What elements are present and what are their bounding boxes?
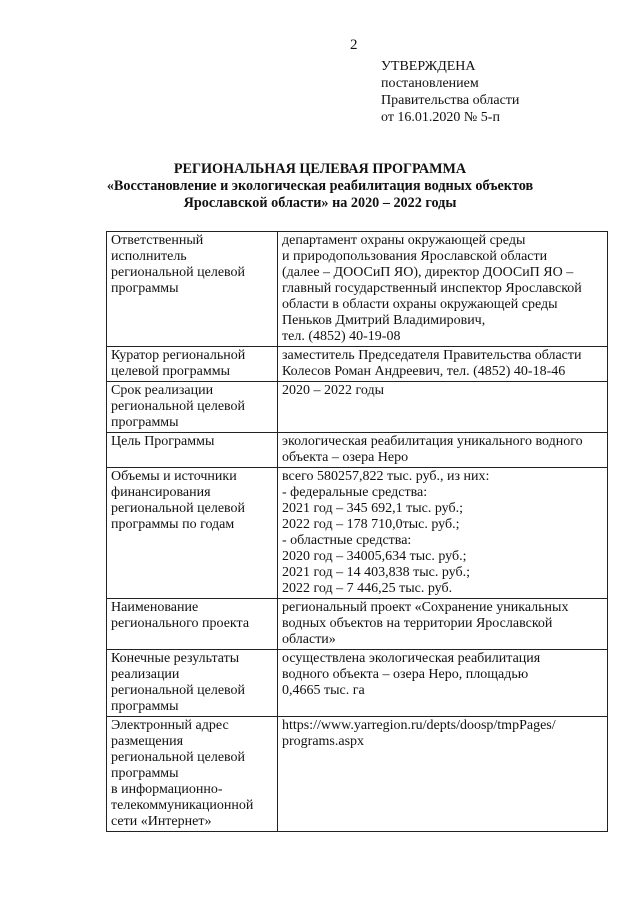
passport-row [107,650,608,717]
passport-value-line: департамент охраны окружающей среды [282,233,526,248]
passport-value-line: главный государственный инспектор Ярославской [282,281,582,296]
passport-label-cell [107,717,278,832]
approval-line: постановлением [381,76,479,91]
approval-line: Правительства области [381,93,520,108]
passport-label-cell [107,382,278,433]
passport-label-line: региональной целевой [111,501,246,516]
passport-value-line: (далее – ДООСиП ЯО), директор ДООСиП ЯО – [282,265,574,280]
program-passport-table [106,231,608,832]
passport-value-line: programs.aspx [282,734,365,749]
passport-value-line: и природопользования Ярославской области [282,249,548,264]
title-line: Ярославской области» на 2020 – 2022 годы [183,195,457,211]
passport-label-line: телекоммуникационной [111,798,254,813]
passport-value-line: экологическая реабилитация уникального водного [282,434,583,449]
passport-value-line: водного объекта – озера Неро, площадью [282,667,529,682]
passport-label-line: региональной целевой [111,683,246,698]
passport-label-line: программы [111,415,179,430]
passport-value-line: - областные средства: [282,533,412,548]
approval-line: УТВЕРЖДЕНА [381,59,476,74]
passport-value-line: 2021 год – 14 403,838 тыс. руб.; [282,565,470,580]
passport-label-line: Объемы и источники [111,469,237,484]
passport-label-line: Конечные результаты [111,651,240,666]
passport-value-cell [278,382,608,433]
passport-value-line: водных объектов на территории Ярославской [282,616,553,631]
passport-label-line: Ответственный [111,233,204,248]
passport-label-line: размещения [111,734,184,749]
passport-value-cell [278,650,608,717]
passport-label-line: финансирования [111,485,211,500]
title-line: РЕГИОНАЛЬНАЯ ЦЕЛЕВАЯ ПРОГРАММА [173,161,467,177]
passport-row [107,232,608,347]
passport-label-line: Куратор региональной [111,348,246,363]
passport-label-line: Наименование [111,600,199,615]
passport-value-line: - федеральные средства: [282,485,428,500]
passport-label-line: Срок реализации [111,383,214,398]
passport-value-cell [278,347,608,382]
passport-label-line: регионального проекта [111,616,250,631]
passport-value-line: заместитель Председателя Правительства области [282,348,582,363]
passport-label-cell [107,232,278,347]
passport-value-line: Пеньков Дмитрий Владимирович, [282,313,486,328]
passport-row [107,468,608,599]
passport-label-line: Цель Программы [111,434,215,449]
passport-label-line: сети «Интернет» [111,814,212,829]
passport-value-line: 2022 год – 178 710,0тыс. руб.; [282,517,460,532]
passport-value-line: области» [282,632,336,647]
passport-value-line: 2021 год – 345 692,1 тыс. руб.; [282,501,463,516]
title-line: «Восстановление и экологическая реабилитация водных объектов [106,178,534,194]
passport-value-cell [278,717,608,832]
passport-label-cell [107,599,278,650]
passport-row [107,347,608,382]
passport-label-line: программы [111,766,179,781]
passport-label-line: региональной целевой [111,265,246,280]
passport-label-cell [107,650,278,717]
passport-value-line: осуществлена экологическая реабилитация [282,651,541,666]
passport-label-line: региональной целевой [111,750,246,765]
passport-row [107,382,608,433]
passport-value-line: области в области охраны окружающей среды [282,297,558,312]
passport-label-cell [107,433,278,468]
passport-value-cell [278,232,608,347]
passport-label-line: в информационно- [111,782,223,797]
passport-value-line: Колесов Роман Андреевич, тел. (4852) 40-18-46 [282,364,566,379]
passport-value-line: тел. (4852) 40-19-08 [282,329,401,344]
passport-value-line: 2022 год – 7 446,25 тыс. руб. [282,581,453,596]
passport-value-line: https://www.yarregion.ru/depts/doosp/tmpPages/ [282,718,556,733]
passport-label-cell [107,347,278,382]
passport-label-cell [107,468,278,599]
approval-line: от 16.01.2020 № 5-п [381,110,500,125]
passport-value-line: региональный проект «Сохранение уникальных [282,600,569,615]
passport-row [107,433,608,468]
passport-value-cell [278,433,608,468]
passport-value-cell [278,599,608,650]
passport-label-line: Электронный адрес [111,718,229,733]
passport-row [107,717,608,832]
passport-row [107,599,608,650]
page-number: 2 [350,37,358,53]
passport-label-line: исполнитель [111,249,187,264]
passport-label-line: программы [111,699,179,714]
passport-value-line: объекта – озера Неро [282,450,409,465]
passport-label-line: программы по годам [111,517,235,532]
passport-value-line: всего 580257,822 тыс. руб., из них: [282,469,490,484]
passport-label-line: программы [111,281,179,296]
passport-value-line: 0,4665 тыс. га [282,683,365,698]
passport-label-line: региональной целевой [111,399,246,414]
passport-label-line: целевой программы [111,364,230,379]
program-title [0,161,640,212]
passport-value-line: 2020 год – 34005,634 тыс. руб.; [282,549,467,564]
passport-value-line: 2020 – 2022 годы [282,383,385,398]
passport-label-line: реализации [111,667,180,682]
passport-value-cell [278,468,608,599]
approval-stamp [381,58,519,126]
